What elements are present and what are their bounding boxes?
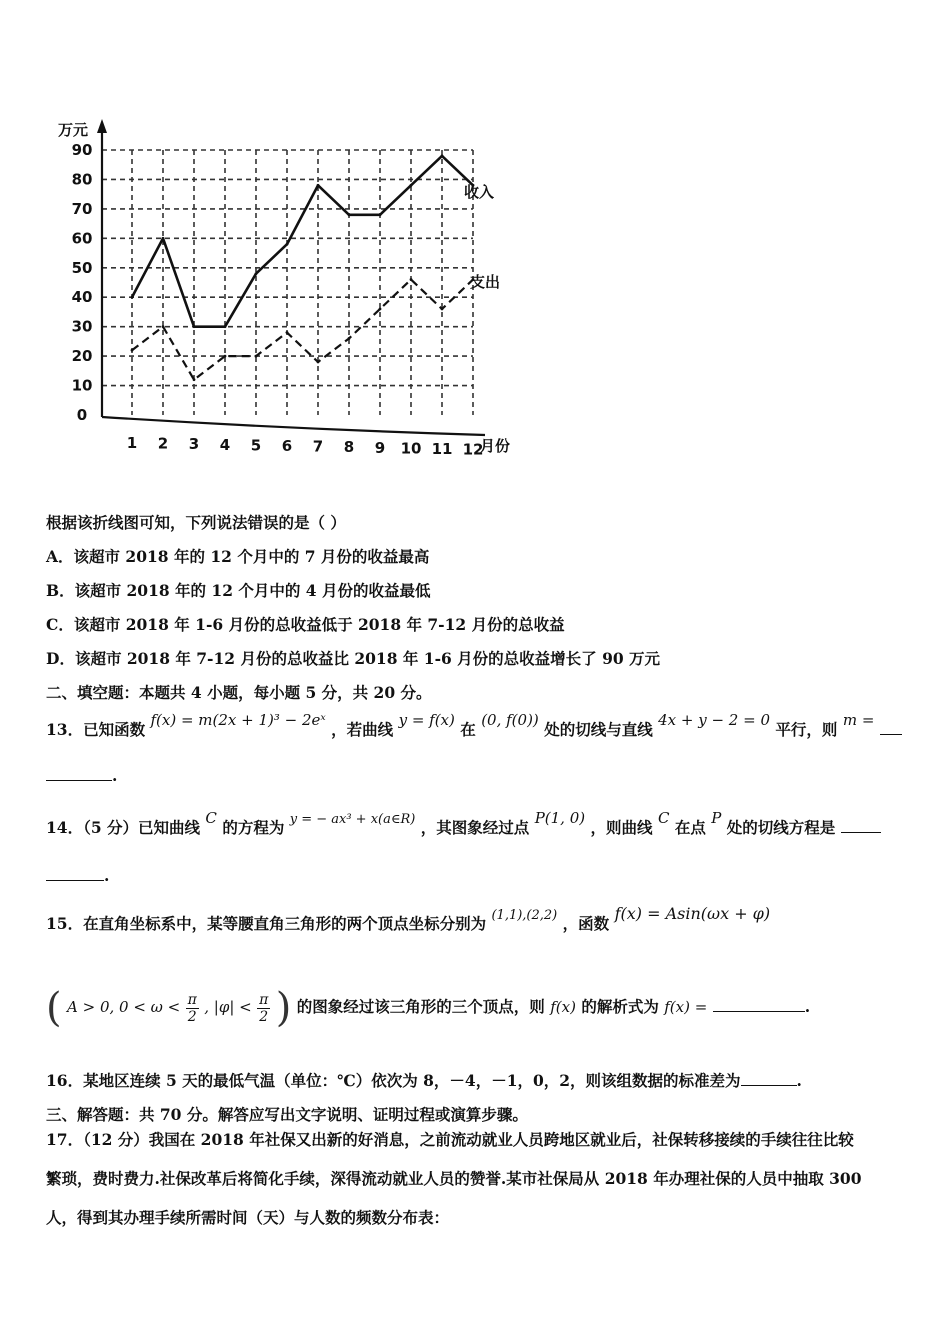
y-tick-label: 0 bbox=[76, 406, 88, 424]
x-tick-label: 4 bbox=[219, 435, 231, 454]
q13-m-variable: m = bbox=[842, 711, 875, 729]
q13-function-formula: f(x) = m(2x + 1)³ − 2eˣ bbox=[150, 711, 326, 729]
q13-point: (0, f(0)) bbox=[481, 711, 539, 729]
q12-stem: 根据该折线图可知，下列说法错误的是（ ） bbox=[46, 513, 346, 532]
q12-option-c: C．该超市 2018 年 1-6 月份的总收益低于 2018 年 7-12 月份的总收益 bbox=[46, 615, 565, 634]
q16-text: 16．某地区连续 5 天的最低气温（单位：℃）依次为 8，－4，－1，0，2，则该组数据的标准差为 bbox=[46, 1071, 741, 1090]
question-15 bbox=[46, 904, 771, 934]
q12-option-b: B．该超市 2018 年的 12 个月中的 4 月份的收益最低 bbox=[46, 581, 431, 600]
data-point-expense bbox=[379, 308, 382, 311]
y-tick-label: 60 bbox=[71, 229, 93, 248]
legend-income: 收入 bbox=[464, 183, 495, 201]
x-tick-label: 1 bbox=[126, 434, 138, 452]
y-tick-label: 30 bbox=[71, 317, 93, 336]
data-point-income bbox=[224, 325, 227, 328]
q14-text-1: 14．（5 分）已知曲线 bbox=[46, 818, 201, 837]
y-tick-label: 80 bbox=[71, 170, 93, 189]
q14-point-p: P(1, 0) bbox=[534, 809, 586, 827]
question-13 bbox=[46, 711, 902, 740]
q15-fraction-2 bbox=[257, 992, 270, 1025]
q17-line-3: 人，得到其办理手续所需时间（天）与人数的频数分布表： bbox=[46, 1208, 450, 1227]
q14-curve-c-2: C bbox=[657, 809, 670, 827]
q17-line-1: 17．（12 分）我国在 2018 年社保又出新的好消息，之前流动就业人员跨地区就业后，社保转移接续的手续往往比较 bbox=[46, 1130, 854, 1149]
data-point-income bbox=[131, 296, 134, 299]
data-point-income bbox=[379, 213, 382, 216]
q16-period: . bbox=[796, 1071, 802, 1090]
data-point-expense bbox=[317, 361, 320, 364]
q13-text-3: 在 bbox=[460, 720, 476, 739]
q15-fx-1: f(x) bbox=[550, 998, 576, 1016]
q12-option-d: D．该超市 2018 年 7-12 月份的总收益比 2018 年 1-6 月份的总收益增长了 90 万元 bbox=[46, 649, 661, 668]
q15-frac2-num: π bbox=[259, 991, 269, 1008]
chart-grid bbox=[102, 150, 473, 415]
q13-text-2: ，若曲线 bbox=[331, 720, 394, 739]
q14-curve-c: C bbox=[205, 809, 217, 827]
q14-answer-blank-2[interactable] bbox=[46, 866, 104, 881]
data-point-expense bbox=[441, 308, 444, 311]
q12-option-a: A．该超市 2018 年的 12 个月中的 7 月份的收益最高 bbox=[46, 547, 430, 566]
legend-expense: 支出 bbox=[470, 273, 501, 291]
x-tick-label: 2 bbox=[157, 434, 169, 453]
x-tick-label: 3 bbox=[188, 435, 200, 454]
data-point-income bbox=[193, 325, 196, 328]
q15-answer-blank[interactable] bbox=[713, 997, 805, 1012]
q15-right-paren: ) bbox=[275, 985, 292, 1031]
question-14 bbox=[46, 809, 881, 838]
q16-answer-blank[interactable] bbox=[741, 1071, 797, 1086]
q15-left-paren: ( bbox=[46, 985, 62, 1031]
data-point-expense bbox=[162, 325, 165, 328]
q13-period: . bbox=[112, 766, 118, 785]
x-unit-label: 月份 bbox=[480, 437, 511, 455]
q13-curve-formula: y = f(x) bbox=[398, 711, 455, 729]
series-line-income bbox=[132, 156, 473, 327]
y-unit-label: 万元 bbox=[58, 121, 89, 139]
y-tick-label: 20 bbox=[71, 347, 93, 366]
q13-text-1: 13．已知函数 bbox=[46, 720, 146, 739]
q14-answer-blank-1[interactable] bbox=[841, 818, 881, 833]
q15-period: . bbox=[804, 997, 811, 1016]
data-point-expense bbox=[410, 278, 413, 281]
q13-answer-blank-2[interactable] bbox=[46, 766, 112, 781]
q15-fx-2: f(x) = bbox=[664, 998, 708, 1016]
x-tick-labels bbox=[127, 434, 484, 459]
q15-text-1: 15．在直角坐标系中，某等腰直角三角形的两个顶点坐标分别为 bbox=[46, 914, 487, 933]
chart-axes bbox=[97, 119, 485, 435]
data-point-income bbox=[317, 184, 320, 187]
q13-text-4: 处的切线与直线 bbox=[544, 720, 653, 739]
x-tick-label: 10 bbox=[400, 439, 422, 458]
data-point-income bbox=[441, 154, 444, 157]
data-point-income bbox=[410, 184, 413, 187]
q15-fraction-1 bbox=[186, 992, 199, 1025]
data-point-expense bbox=[348, 337, 351, 340]
q13-text-5: 平行，则 bbox=[775, 720, 838, 739]
q14-text-4: ，则曲线 bbox=[590, 818, 653, 837]
q15-function-formula: f(x) = Asin(ωx + φ) bbox=[614, 904, 771, 923]
q14-text-2: 的方程为 bbox=[222, 818, 285, 837]
data-point-income bbox=[348, 213, 351, 216]
line-chart bbox=[40, 105, 560, 475]
q14-text-5: 在点 bbox=[674, 818, 706, 837]
x-tick-label: 8 bbox=[343, 438, 355, 457]
data-point-expense bbox=[255, 355, 258, 358]
q14-equation: y = − ax³ + x(a∈R) bbox=[289, 812, 416, 827]
data-point-expense bbox=[286, 331, 289, 334]
y-tick-label: 70 bbox=[71, 199, 93, 218]
q14-text-6: 处的切线方程是 bbox=[726, 818, 836, 837]
section-3-heading: 三、解答题：共 70 分。解答应写出文字说明、证明过程或演算步骤。 bbox=[46, 1105, 528, 1124]
x-tick-label: 6 bbox=[281, 437, 293, 455]
y-tick-label: 50 bbox=[71, 258, 93, 277]
y-tick-label: 40 bbox=[71, 288, 93, 307]
q15-text-4: 的解析式为 bbox=[581, 997, 659, 1016]
q15-frac1-num: π bbox=[187, 991, 197, 1008]
q15-condition-2: , |φ| < bbox=[204, 998, 252, 1016]
q17-line-2: 繁琐，费时费力.社保改革后将简化手续，深得流动就业人员的赞誉.某市社保局从 2018 年办理社保的人员中抽取 300 bbox=[46, 1169, 862, 1188]
q14-period: . bbox=[104, 866, 110, 885]
q13-answer-blank-1[interactable] bbox=[880, 720, 902, 735]
q15-condition-1: A > 0, 0 < ω < bbox=[67, 998, 181, 1016]
q15-frac1-den: 2 bbox=[187, 1008, 197, 1025]
q15-text-2: ，函数 bbox=[562, 914, 610, 933]
x-tick-label: 9 bbox=[374, 438, 386, 457]
question-13-cont bbox=[46, 766, 117, 785]
data-point-expense bbox=[193, 378, 196, 381]
y-tick-labels bbox=[72, 141, 93, 424]
y-tick-label: 10 bbox=[71, 376, 93, 395]
data-point-expense bbox=[224, 355, 227, 358]
q14-text-3: ，其图象经过点 bbox=[420, 818, 530, 837]
data-point-income bbox=[162, 237, 165, 240]
x-axis bbox=[102, 417, 485, 435]
question-15-cont bbox=[46, 985, 811, 1031]
q15-vertices: (1,1),(2,2) bbox=[491, 908, 558, 923]
y-tick-label: 90 bbox=[71, 141, 93, 159]
x-tick-label: 11 bbox=[431, 440, 453, 458]
q15-frac2-den: 2 bbox=[259, 1008, 269, 1025]
q14-point-label: P bbox=[711, 809, 722, 827]
question-14-cont bbox=[46, 866, 109, 885]
data-point-expense bbox=[131, 349, 134, 352]
x-tick-label: 5 bbox=[250, 436, 262, 455]
x-tick-label: 7 bbox=[312, 437, 324, 456]
q15-text-3: 的图象经过该三角形的三个顶点，则 bbox=[296, 997, 545, 1016]
section-2-heading: 二、填空题：本题共 4 小题，每小题 5 分，共 20 分。 bbox=[46, 683, 432, 702]
y-axis-arrow bbox=[97, 119, 107, 133]
question-16 bbox=[46, 1069, 802, 1091]
data-point-income bbox=[286, 243, 289, 246]
x-tick-label: 12 bbox=[462, 440, 484, 459]
q13-line-formula: 4x + y − 2 = 0 bbox=[658, 711, 771, 729]
data-point-income bbox=[255, 272, 258, 275]
